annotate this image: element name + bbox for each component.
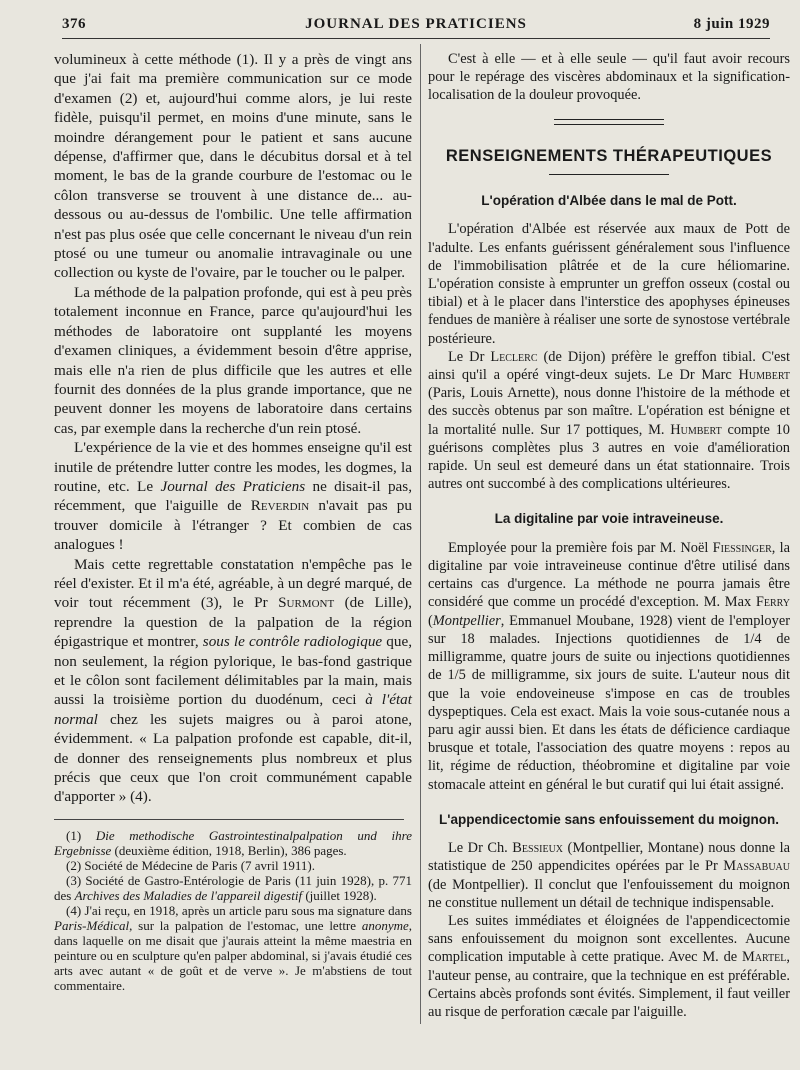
person-name: Leclerc <box>490 348 538 365</box>
journal-reference: Archives des Maladies de l'appareil digestif <box>74 887 303 903</box>
paragraph: volumineux à cette méthode (1). Il y a près de vingt ans que j'ai fait ma première communication sur ce mode d'examen (2) et, aujourd'hui comme alors, je lui reste fidèle, puisqu'il permet, en moins d'une minute, sans le moindre dérangement pour le patient et sans aucune dépense, d'affirmer que, dans le décubitus dorsal et à tel moment, le bas de la grande courbure de l'estomac ou le côlon transverse se trouvent à une distance de... au-dessous ou au-dessus de l'ombilic. Une telle affirmation n'est pas plus osée que celle concernant le niveau d'un rein ptosé ou une tumeur ou anomalie intravaginale ou une collection ou kyste de l'ovaire, par le toucher ou le palper. <box>54 51 412 282</box>
emphasis: à l'état normal <box>54 691 412 728</box>
paragraph: La méthode de la palpation profonde, qui est à peu près totalement inconnue en France, parce qu'aujourd'hui les méthodes de laboratoire ont supplanté les moyens d'examen cliniques, a évidemment besoin d'être apprise, mais elle n'a rien de plus difficile que les autres et elle fournit des données de la plus grande importance, que ne peuvent donner les moyens de laboratoire dans certains cas, par exemple dans la recherche d'un rein ptosé. <box>54 283 412 437</box>
paragraph <box>428 348 790 494</box>
section-separator <box>554 119 664 125</box>
person-name: Reverdin <box>250 497 310 515</box>
text-run: (juillet 1928). <box>302 887 377 903</box>
text-run: Mais cette regrettable constatation n'empêche pas le réel d'exister. Et il m'a été, agréable, à un degré marqué, de voir tout récemment (3), le Pr <box>54 555 412 612</box>
emphasis: anonyme <box>361 917 409 933</box>
footnote-rule <box>54 819 404 820</box>
text-run: (de Montpellier). Il conclut que l'enfouissement du moignon ne constitue nullement un détail de technique indispensable. <box>428 876 790 911</box>
emphasis: sous le contrôle radiologique <box>202 633 383 651</box>
book-title: Die methodische Gastrointestinalpalpation und ihre Ergebnisse <box>54 827 412 858</box>
issue-date: 8 juin 1929 <box>693 16 770 32</box>
journal-title: JOURNAL DES PRATICIENS <box>305 16 527 32</box>
person-name: Bessieux <box>512 840 564 857</box>
text-run: ( <box>428 612 433 629</box>
person-name: Martel <box>741 949 787 966</box>
footnote-1 <box>54 828 412 858</box>
paragraph <box>428 539 790 794</box>
text-run: (de Lille), reprendre la question de la palpation de la région épigastrique et montrer, <box>54 594 412 651</box>
text-run: , sur la palpation de l'estomac, une lettre <box>129 917 362 933</box>
text-run: n'avait pas pu trouver domicile à l'étranger ? Et combien de cas analogues ! <box>54 497 412 554</box>
article-heading: L'appendicectomie sans enfouissement du moignon. <box>438 811 779 827</box>
text-run: Le Dr Ch. <box>448 840 513 857</box>
text-run: Employée pour la première fois par M. Noël <box>448 539 713 556</box>
section-title: RENSEIGNEMENTS THÉRAPEUTIQUES <box>445 146 773 165</box>
footnote-4 <box>54 903 412 993</box>
paragraph: C'est à elle — et à elle seule — qu'il faut avoir recours pour le repérage des viscères abdominaux et la signification-localisation de la douleur provoquée. <box>428 51 790 104</box>
text-run: (Montpellier, Montane) nous donne la statistique de 250 appendicites opérées par le Pr <box>428 840 791 875</box>
footnote-2: (2) Société de Médecine de Paris (7 avril 1911). <box>66 857 315 873</box>
text-run: ne disait-il pas, récemment, que l'aiguille de <box>54 477 412 515</box>
person-name: Surmont <box>278 594 335 612</box>
text-run: , l'auteur pense, au contraire, que la technique en est préférable. Certains abcès profonds sont évités. Simplement, il faut veiller au risque de perforation cæcale par l'aiguille. <box>428 949 790 1020</box>
text-run: (deuxième édition, 1918, Berlin), 386 pages. <box>111 842 347 858</box>
person-name: Fiessinger <box>712 539 772 556</box>
text-run: compte 10 guérisons complètes plus 3 autres en voie d'amélioration rapide. Un seul est demeuré dans un état stationnaire. Trois autres ont succombé à des complications ultérieures. <box>428 421 790 493</box>
text-run: , dans laquelle on me disait que j'aurais atteint la même maestria en peinture ou en sculpture qu'en palper abdominal, si j'avais étudié ces arts avec autant « de goût et de verve ». Je m'abstiens de tout commentaire. <box>54 917 412 993</box>
paragraph: L'opération d'Albée est réservée aux maux de Pott de l'adulte. Les enfants guérissent généralement sous l'influence de l'immobilisation plâtrée et de la cure héliomarine. L'opération consiste à emprunter un greffon osseux (costal ou tibial) et à le placer dans l'interstice des apophyses épineuses fendues de manière à réaliser une sorte de synostose vertébrale postérieure. <box>428 221 790 347</box>
person-name: Ferry <box>755 594 790 611</box>
column-divider <box>420 44 421 1024</box>
page-number: 376 <box>62 16 86 32</box>
footnote-3 <box>54 873 412 903</box>
paragraph <box>428 839 790 912</box>
text-run: , Emmanuel Moubane, 1928) vient de l'employer sur 18 malades. Injections quotidiennes de 1/4 de milligramme, quatre jours de suite ou injections quotidiennes de 1/5 de milligramme, six jours de suite. L'auteur nous dit que la voie endoveineuse s'impose en cas de troubles dyspeptiques. Cela est exact. Mais la voie sous-cutanée nous a paru agir aussi bien. Et dans les états de déficience cardiaque brusque et totale, l'association des quatre moyens : repos au lit, régime de réduction, théobromine et digitaline par voie stomacale atteint en général le but curatif qui lui était assigné. <box>428 612 790 793</box>
left-column <box>54 50 412 993</box>
text-run: (Paris, Louis Arnette), nous donne l'histoire de la méthode et des succès obtenus par son maître. L'opération est bénigne et la mortalité nulle. Sur 17 pottiques, M. <box>428 385 790 438</box>
journal-reference: Journal des Praticiens <box>160 477 306 495</box>
paragraph <box>54 555 412 807</box>
text-run: (de Dijon) préfère le greffon tibial. C'est ainsi qu'il a opéré vingt-deux sujets. Le Dr Marc <box>428 348 790 384</box>
title-rule <box>549 174 669 175</box>
text-run: Les suites immédiates et éloignées de l'appendicectomie sans enfouissement du moignon sont excellentes. Aucune complication imputable à cette pratique. Avec M. de <box>428 912 790 966</box>
text-run: (4) J'ai reçu, en 1918, après un article paru sous ma signature dans <box>66 902 412 918</box>
paragraph <box>54 438 412 554</box>
text-run: que, non seulement, la région pylorique, le bas-fond gastrique et le côlon sont facilement délimitables par la main, mais aussi la troisième portion du duodénum, ceci <box>54 633 412 709</box>
text-run: L'expérience de la vie et des hommes enseigne qu'il est inutile de prétendre lutter contre les modes, les dogmes, la routine, etc. Le <box>54 439 412 495</box>
place-name: Montpellier <box>432 612 501 629</box>
journal-reference: Paris-Médical <box>54 917 130 933</box>
text-run: (3) Société de Gastro-Entérologie de Paris (11 juin 1928), p. 771 des <box>54 872 412 903</box>
person-name: Massabuau <box>723 858 790 875</box>
page-header <box>62 12 770 36</box>
person-name: Humbert <box>738 367 790 384</box>
article-heading: La digitaline par voie intraveineuse. <box>494 511 724 527</box>
text-run: , la digitaline par voie intraveineuse continue d'être utilisé dans certains cas d'urgence. La méthode ne pourra jamais être considéré que comme un procédé d'exception. M. Max <box>428 539 790 611</box>
right-column <box>428 50 790 1021</box>
text-run: Le Dr <box>448 348 491 365</box>
footnotes <box>54 828 412 993</box>
article-heading: L'opération d'Albée dans le mal de Pott. <box>481 193 737 209</box>
text-run: chez les sujets maigres ou à paroi atone, évidemment. « La palpation profonde est capable, dit-il, de donner des renseignements plus nombreux et plus précis que ceux que l'on croit communément capable d'apporter » (4). <box>54 710 412 806</box>
paragraph <box>428 912 790 1021</box>
text-run: (1) <box>66 827 96 843</box>
header-rule <box>62 38 770 39</box>
person-name: Humbert <box>670 421 722 438</box>
